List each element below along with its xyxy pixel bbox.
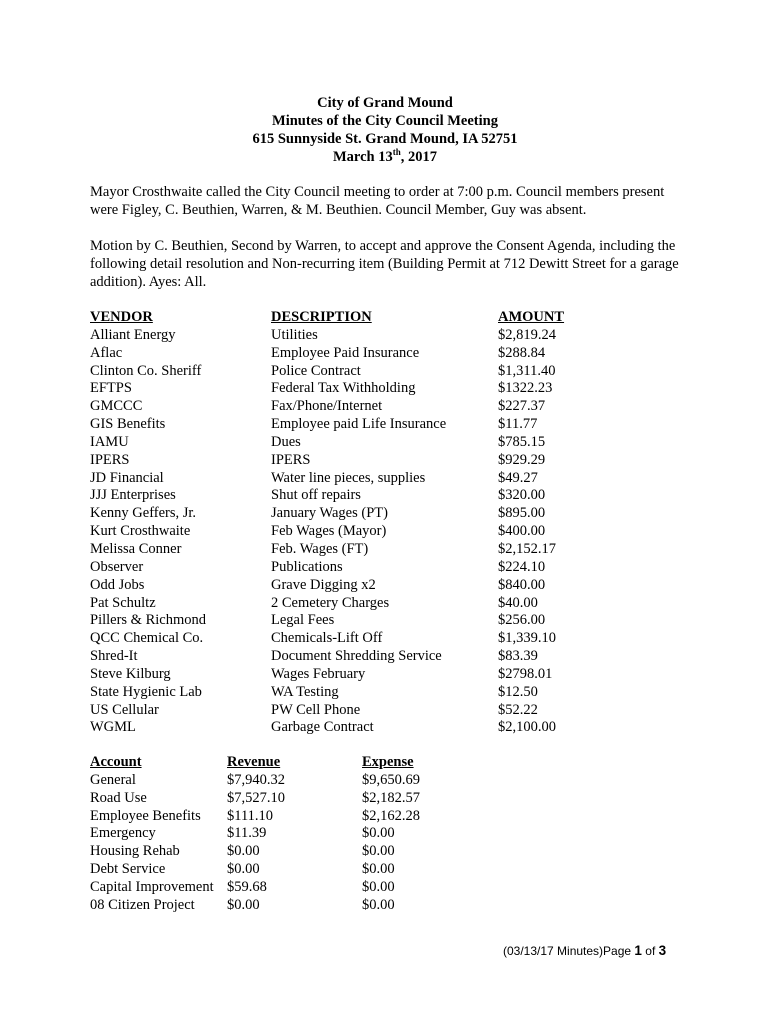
vendor-description: Feb. Wages (FT) xyxy=(271,540,369,557)
vendor-name: Kurt Crosthwaite xyxy=(90,523,191,540)
description-column-header: DESCRIPTION xyxy=(271,309,372,325)
vendor-description: Garbage Contract xyxy=(271,719,374,736)
vendor-amount: $40.00 xyxy=(498,594,538,611)
vendor-name: Aflac xyxy=(90,344,123,361)
vendor-description: Chemicals-Lift Off xyxy=(271,630,383,647)
page-footer xyxy=(503,943,666,958)
vendor-description: Wages February xyxy=(271,665,366,682)
account-revenue: $0.00 xyxy=(227,843,260,860)
vendor-description: Document Shredding Service xyxy=(271,648,442,665)
vendor-amount: $49.27 xyxy=(498,469,538,486)
account-revenue: $111.10 xyxy=(227,807,274,824)
vendor-name: WGML xyxy=(90,719,136,736)
vendor-description: Water line pieces, supplies xyxy=(271,469,426,486)
vendor-description: Publications xyxy=(271,558,343,575)
vendor-description: Shut off repairs xyxy=(271,487,361,504)
vendor-name: IAMU xyxy=(90,433,129,450)
page-number: 1 xyxy=(634,943,642,958)
vendor-amount: $227.37 xyxy=(498,398,546,415)
account-expense: $0.00 xyxy=(362,843,395,860)
account-name: Capital Improvement xyxy=(90,878,214,895)
account-expense: $0.00 xyxy=(362,896,395,913)
vendor-amount: $840.00 xyxy=(498,576,546,593)
vendor-name: IPERS xyxy=(90,451,130,468)
vendor-description: WA Testing xyxy=(271,683,339,700)
vendor-description: Grave Digging x2 xyxy=(271,576,376,593)
vendor-amount: $52.22 xyxy=(498,701,538,718)
account-expense: $0.00 xyxy=(362,861,395,878)
revenue-column-header: Revenue xyxy=(227,754,281,770)
expense-column-header: Expense xyxy=(362,754,414,770)
vendor-amount: $288.84 xyxy=(498,344,546,361)
vendor-amount: $224.10 xyxy=(498,558,546,575)
meeting-title: Minutes of the City Council Meeting xyxy=(272,113,498,129)
account-revenue: $7,940.32 xyxy=(227,771,285,788)
account-revenue: $0.00 xyxy=(227,896,260,913)
vendor-name: JJJ Enterprises xyxy=(90,487,176,504)
account-revenue: $7,527.10 xyxy=(227,789,285,806)
amount-column-header: AMOUNT xyxy=(498,309,565,325)
vendor-name: Clinton Co. Sheriff xyxy=(90,362,202,379)
vendor-name: EFTPS xyxy=(90,380,132,397)
vendor-name: JD Financial xyxy=(90,469,164,486)
account-revenue: $59.68 xyxy=(227,878,267,895)
account-name: Employee Benefits xyxy=(90,807,201,824)
account-expense: $9,650.69 xyxy=(362,771,420,788)
account-name: Debt Service xyxy=(90,861,166,878)
vendor-description: Legal Fees xyxy=(271,612,335,629)
vendor-amount: $400.00 xyxy=(498,523,546,540)
account-revenue: $11.39 xyxy=(227,825,267,842)
account-name: General xyxy=(90,771,136,788)
vendor-amount: $785.15 xyxy=(498,433,546,450)
meeting-date: March 13th, 2017 xyxy=(332,147,437,165)
vendor-description: 2 Cemetery Charges xyxy=(271,594,390,611)
vendor-name: Kenny Geffers, Jr. xyxy=(90,505,197,522)
vendor-name: GMCCC xyxy=(90,398,143,415)
page-total: 3 xyxy=(658,943,667,958)
account-name: 08 Citizen Project xyxy=(90,896,195,913)
vendor-description: Dues xyxy=(271,433,301,450)
vendor-name: Pat Schultz xyxy=(90,594,156,611)
vendor-name: QCC Chemical Co. xyxy=(90,630,204,647)
vendor-description: PW Cell Phone xyxy=(271,701,361,718)
vendor-description: Employee Paid Insurance xyxy=(271,344,420,361)
opening-paragraph: Mayor Crosthwaite called the City Council meeting to order at 7:00 p.m. Council members present were Figley, C. Beuthien, Warren, & M. Beuthien. Council Member, Guy was absent. xyxy=(90,184,665,218)
vendor-name: Alliant Energy xyxy=(90,326,176,343)
vendor-description: Federal Tax Withholding xyxy=(271,380,416,397)
vendor-name: Steve Kilburg xyxy=(90,665,171,682)
account-column-header: Account xyxy=(90,754,142,770)
address: 615 Sunnyside St. Grand Mound, IA 52751 xyxy=(252,131,518,147)
vendor-amount: $2,100.00 xyxy=(498,719,556,736)
vendor-name: US Cellular xyxy=(90,701,159,718)
vendor-name: Observer xyxy=(90,558,144,575)
account-expense: $2,182.57 xyxy=(362,789,420,806)
vendor-amount: $2,152.17 xyxy=(498,540,556,557)
vendor-name: GIS Benefits xyxy=(90,416,166,433)
vendor-amount: $1322.23 xyxy=(498,380,553,397)
vendor-name: Odd Jobs xyxy=(90,576,145,593)
vendor-amount: $11.77 xyxy=(498,416,538,433)
account-expense: $2,162.28 xyxy=(362,807,420,824)
vendor-amount: $929.29 xyxy=(498,451,546,468)
footer-of: of xyxy=(641,944,659,958)
vendor-amount: $1,339.10 xyxy=(498,630,556,647)
vendor-description: Utilities xyxy=(271,326,318,343)
city-name: City of Grand Mound xyxy=(317,95,453,111)
vendor-description: Fax/Phone/Internet xyxy=(271,398,383,415)
vendor-description: Employee paid Life Insurance xyxy=(271,416,447,433)
vendor-name: Pillers & Richmond xyxy=(90,612,206,629)
account-expense: $0.00 xyxy=(362,878,395,895)
footer-label: (03/13/17 Minutes)Page xyxy=(503,944,635,958)
vendor-description: January Wages (PT) xyxy=(271,505,388,522)
document-header xyxy=(0,94,770,166)
account-expense: $0.00 xyxy=(362,825,395,842)
vendor-amount: $2798.01 xyxy=(498,665,553,682)
vendor-amount: $2,819.24 xyxy=(498,326,556,343)
vendor-amount: $320.00 xyxy=(498,487,546,504)
vendor-amount: $12.50 xyxy=(498,683,538,700)
vendor-amount: $895.00 xyxy=(498,505,546,522)
vendor-description: Police Contract xyxy=(271,362,361,379)
account-name: Emergency xyxy=(90,825,156,842)
vendor-description: IPERS xyxy=(271,451,311,468)
motion-paragraph: Motion by C. Beuthien, Second by Warren, to accept and approve the Consent Agenda, including the following detail resolution and Non-recurring item (Building Permit at 712 Dewitt Street for a garage addition). Ayes: All. xyxy=(90,238,679,290)
vendor-name: State Hygienic Lab xyxy=(90,683,202,700)
account-name: Housing Rehab xyxy=(90,843,180,860)
vendor-column-header: VENDOR xyxy=(90,309,153,325)
vendor-amount: $83.39 xyxy=(498,648,538,665)
vendor-name: Melissa Conner xyxy=(90,540,182,557)
account-revenue: $0.00 xyxy=(227,861,260,878)
vendor-description: Feb Wages (Mayor) xyxy=(271,523,387,540)
vendor-amount: $1,311.40 xyxy=(498,362,556,379)
vendor-amount: $256.00 xyxy=(498,612,546,629)
account-name: Road Use xyxy=(90,789,147,806)
vendor-name: Shred-It xyxy=(90,648,138,665)
